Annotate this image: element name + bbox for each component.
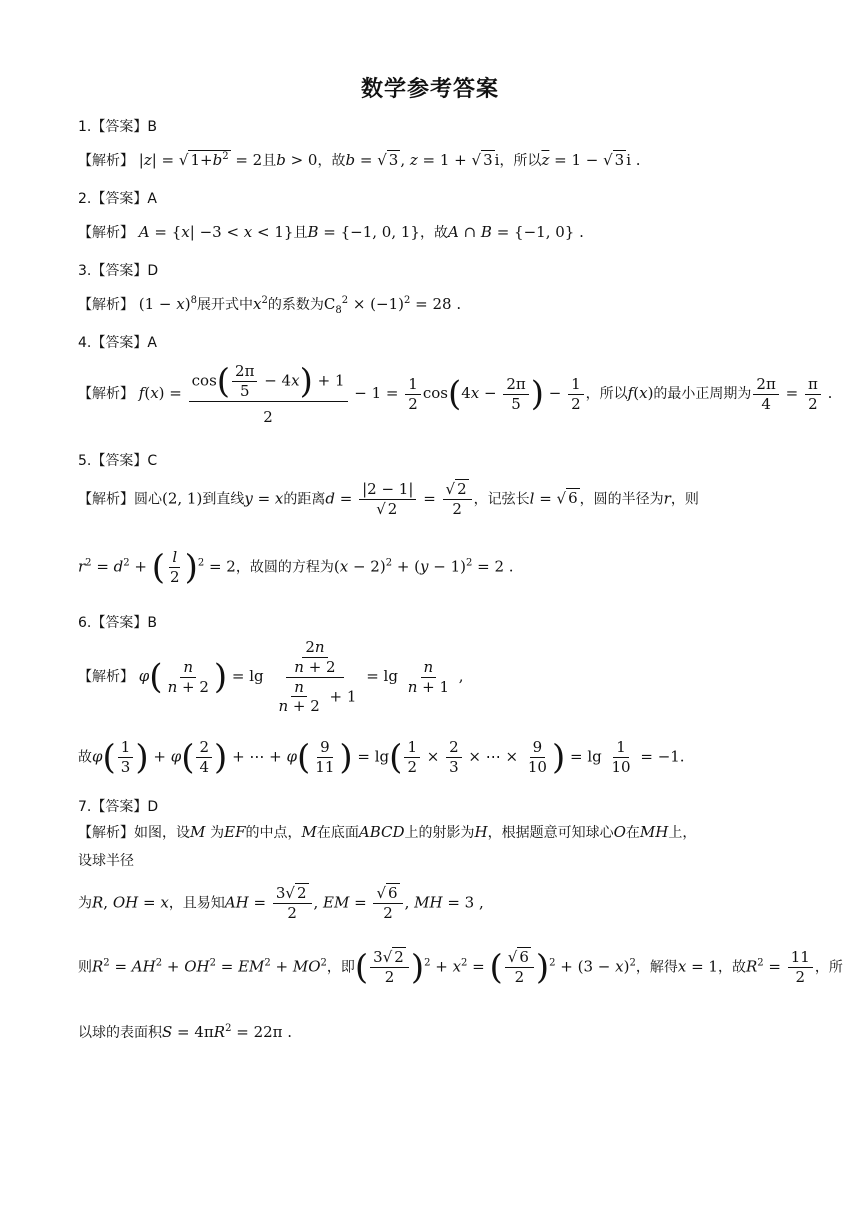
analysis-3: 【解析】 $(1 - x)^8$展开式中$x^2$的系数为$C_8^2 \times (-1)^2 = 28$ . [78, 295, 462, 316]
analysis-7e: 以球的表面积$S = 4\pi R^2 = 22\pi$ . [78, 1023, 293, 1041]
answer-1: 1.【答案】B [78, 119, 157, 135]
answer-7: 7.【答案】D [78, 799, 159, 815]
answer-6: 6.【答案】B [78, 615, 157, 631]
answer-4: 4.【答案】A [78, 335, 157, 351]
analysis-7c: 为R, OH = x，且易知AH = $\frac{3√ 2}{2}$ , EM = $\frac{√ 6}{2}$ , MH = 3 , [78, 884, 484, 922]
analysis-2: 【解析】 A = {x| −3 < x < 1}且B = {−1, 0, 1}，故A ∩ B = {−1, 0} . [78, 223, 584, 241]
analysis-4: 【解析】 f(x) = cos( $\frac{2\pi}{5}$ − 4x) + 1 2 − 1 = $\frac{1}{2}$ cos(4x − $\frac{2\pi}{5}$ ) − $\frac{1}{2}$ ，所以f(x)的最小正周期为 $\frac{2\pi}{4}$ = $\frac{\pi}{2}$ . [78, 361, 833, 426]
analysis-6a: 【解析】 φ( $\frac{n}{n + 2}$ ) = lg $\frac{2n}{n + 2}$ $\frac{n}{n + 2}$ + 1 = lg $\frac{n}{n + 1}$ , [78, 638, 464, 716]
analysis-5a: 【解析】圆心(2, 1)到直线y = x的距离d = $\frac{|2 - 1|}{√ 2}$ = $\frac{√ 2}{2}$ ，记弦长l = √ 6 ，圆的半径为r，则 [78, 480, 699, 518]
analysis-1: 【解析】 |z| = √ $1+b^2 = 2$且b > 0，故b = √ 3 , z = 1 + √ 3 i，所以$\overline{z} = 1$ − √ 3 i . [78, 151, 641, 169]
analysis-6b: 故φ( $\frac{1}{3}$ ) + φ( $\frac{2}{4}$ ) + ⋯ + φ( $\frac{9}{11}$ ) = lg( $\frac{1}{2}$ × $\frac{2}{3}$ × ⋯ × $\frac{9}{10}$ ) = lg $\frac{1}{10}$ = −1. [78, 737, 685, 778]
answer-2: 2.【答案】A [78, 191, 157, 207]
analysis-7a: 【解析】如图，设M 为EF的中点，M在底面ABCD上的射影为H，根据题意可知球心O在MH上， [78, 823, 697, 841]
answer-3: 3.【答案】D [78, 263, 159, 279]
analysis-7b: 设球半径 [78, 853, 134, 869]
analysis-5b: $r^2 = d^2$ + ( $\frac{l}{2}$ )$^2$ = 2，故圆的方程为$(x - 2)^2 + (y - 1)^2 = 2$ . [78, 547, 514, 588]
analysis-7d: 则$R^2 = AH^2 + OH^2 = EM^2 + MO^2$，即( $\frac{3√ 2}{2}$ )$^2 + x^2$ = ( $\frac{√ 6}{2}$ )$^2 + (3 - x)^2$，解得x = 1，故$R^2$ = $\frac{11}{2}$ ，所 [78, 947, 843, 988]
page-title: 数学参考答案 [360, 77, 499, 102]
answer-5: 5.【答案】C [78, 453, 158, 469]
